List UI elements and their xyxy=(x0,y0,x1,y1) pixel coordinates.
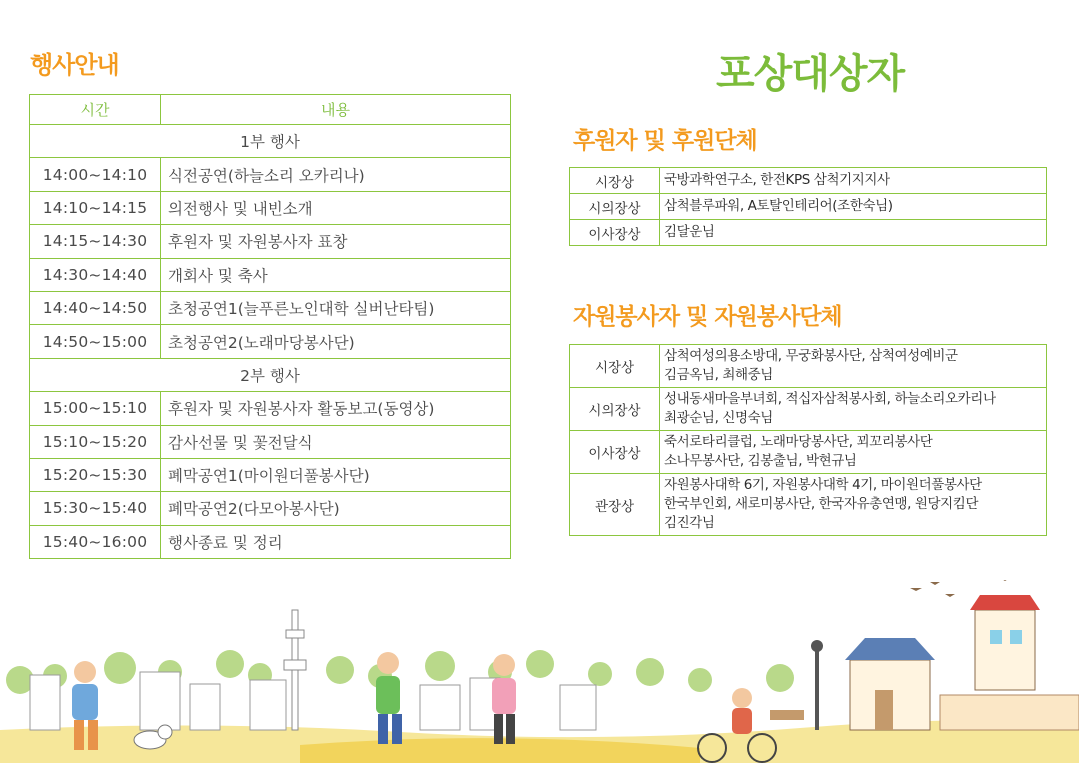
runner-pink xyxy=(492,654,516,744)
desc-cell: 초청공연2(노래마당봉사단) xyxy=(161,325,511,358)
table-row xyxy=(30,225,511,258)
street-lamp xyxy=(811,640,823,730)
award-category: 시장상 xyxy=(570,345,660,388)
table-row xyxy=(570,345,1047,388)
awardee-names xyxy=(660,168,1047,194)
volunteers-table xyxy=(569,344,1047,536)
schedule-table xyxy=(29,94,511,559)
awardee-line: 김달운님 xyxy=(664,224,715,240)
table-row xyxy=(30,458,511,491)
awardee-names xyxy=(660,194,1047,220)
desc-cell: 후원자 및 자원봉사자 활동보고(동영상) xyxy=(161,392,511,425)
table-row xyxy=(30,392,511,425)
table-row xyxy=(30,158,511,191)
award-category: 시의장상 xyxy=(570,194,660,220)
content-column-header: 내용 xyxy=(161,95,511,125)
desc-cell: 개회사 및 축사 xyxy=(161,258,511,291)
time-cell: 14:15~14:30 xyxy=(30,225,161,258)
awardee-names xyxy=(660,345,1047,388)
schedule-header-row xyxy=(30,95,511,125)
fence xyxy=(940,695,1079,730)
award-category: 시의장상 xyxy=(570,388,660,431)
awardee-names xyxy=(660,220,1047,246)
time-cell: 15:20~15:30 xyxy=(30,458,161,491)
awardee-line: 죽서로타리클럽, 노래마당봉사단, 꾀꼬리봉사단 xyxy=(664,434,933,450)
sponsors-heading: 후원자 및 후원단체 xyxy=(573,128,757,154)
awardee-line: 삼척블루파워, A토탈인테리어(조한숙님) xyxy=(664,198,893,214)
awardee-line: 성내동새마을부녀회, 적십자삼척봉사회, 하늘소리오카리나 xyxy=(664,391,996,407)
award-category: 이사장상 xyxy=(570,220,660,246)
award-category: 관장상 xyxy=(570,474,660,536)
table-row xyxy=(30,492,511,525)
desc-cell: 초청공연1(늘푸른노인대학 실버난타팀) xyxy=(161,291,511,324)
section-label: 2부 행사 xyxy=(30,358,511,391)
bench xyxy=(770,710,804,720)
desc-cell: 식전공연(하늘소리 오카리나) xyxy=(161,158,511,191)
table-row xyxy=(30,425,511,458)
section-label: 1부 행사 xyxy=(30,125,511,158)
desc-cell: 폐막공연2(다모아봉사단) xyxy=(161,492,511,525)
house-blue-roof xyxy=(845,638,935,730)
section-row xyxy=(30,358,511,391)
time-cell: 15:10~15:20 xyxy=(30,425,161,458)
runner-green xyxy=(376,652,402,744)
volunteers-heading: 자원봉사자 및 자원봉사단체 xyxy=(573,304,842,330)
awardee-line: 국방과학연구소, 한전KPS 삼척기지지사 xyxy=(664,172,890,188)
desc-cell: 행사종료 및 정리 xyxy=(161,525,511,558)
house-red-roof xyxy=(970,595,1040,690)
desc-cell: 후원자 및 자원봉사자 표창 xyxy=(161,225,511,258)
table-row xyxy=(30,191,511,224)
awardee-line: 김금옥님, 최해중님 xyxy=(664,367,773,383)
table-row xyxy=(570,220,1047,246)
awardee-line: 자원봉사대학 6기, 자원봉사대학 4기, 마이원더풀봉사단 xyxy=(664,477,982,493)
table-row xyxy=(570,388,1047,431)
awardee-line: 한국부인회, 새로미봉사단, 한국자유총연맹, 원당지킴단 xyxy=(664,496,979,512)
table-row xyxy=(30,258,511,291)
awardee-line: 최광순님, 신명숙님 xyxy=(664,410,773,426)
table-row xyxy=(30,325,511,358)
section-row xyxy=(30,125,511,158)
time-cell: 14:50~15:00 xyxy=(30,325,161,358)
time-cell: 14:40~14:50 xyxy=(30,291,161,324)
awardee-line: 소나무봉사단, 김봉출님, 박현규님 xyxy=(664,453,857,469)
table-row xyxy=(30,291,511,324)
awardee-names xyxy=(660,431,1047,474)
time-cell: 15:40~16:00 xyxy=(30,525,161,558)
town-illustration xyxy=(0,580,1079,763)
time-column-header: 시간 xyxy=(30,95,161,125)
awardee-names xyxy=(660,474,1047,536)
awardee-names xyxy=(660,388,1047,431)
time-cell: 14:00~14:10 xyxy=(30,158,161,191)
desc-cell: 의전행사 및 내빈소개 xyxy=(161,191,511,224)
birds xyxy=(910,580,1010,597)
awardees-title: 포상대상자 xyxy=(716,51,905,97)
table-row xyxy=(570,474,1047,536)
award-category: 시장상 xyxy=(570,168,660,194)
table-row xyxy=(30,525,511,558)
time-cell: 14:10~14:15 xyxy=(30,191,161,224)
time-cell: 14:30~14:40 xyxy=(30,258,161,291)
time-cell: 15:00~15:10 xyxy=(30,392,161,425)
desc-cell: 폐막공연1(마이원더풀봉사단) xyxy=(161,458,511,491)
table-row xyxy=(570,168,1047,194)
table-row xyxy=(570,431,1047,474)
event-info-heading: 행사안내 xyxy=(30,51,119,79)
awardee-line: 김진각님 xyxy=(664,515,715,531)
award-category: 이사장상 xyxy=(570,431,660,474)
sponsors-table xyxy=(569,167,1047,246)
table-row xyxy=(570,194,1047,220)
desc-cell: 감사선물 및 꽃전달식 xyxy=(161,425,511,458)
tower xyxy=(284,610,306,730)
time-cell: 15:30~15:40 xyxy=(30,492,161,525)
awardee-line: 삼척여성의용소방대, 무궁화봉사단, 삼척여성예비군 xyxy=(664,348,958,364)
